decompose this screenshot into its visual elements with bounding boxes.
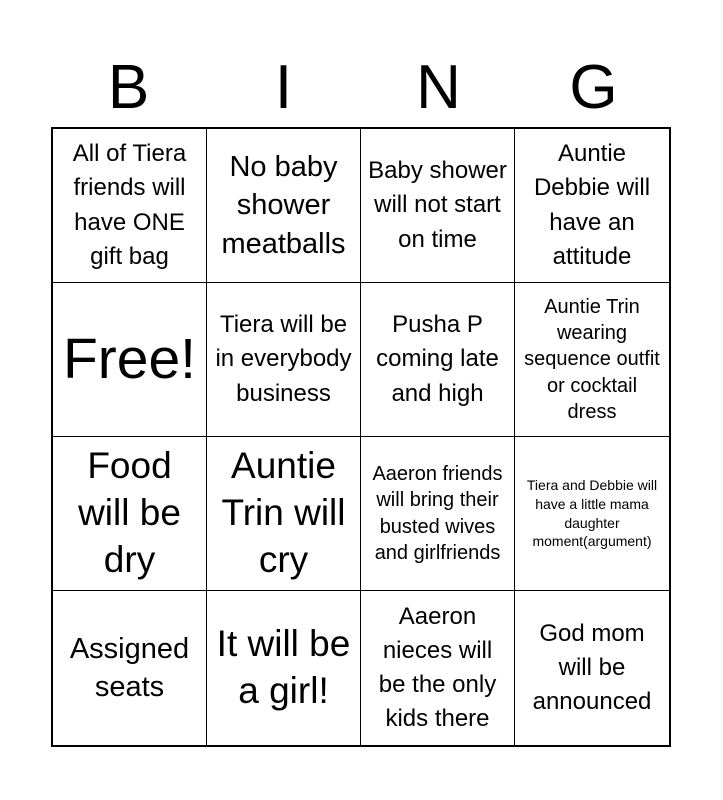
bingo-cell-r1c1[interactable] (53, 129, 207, 283)
bingo-cell-r4c2[interactable] (207, 591, 361, 745)
bingo-cell-r4c1[interactable] (53, 591, 207, 745)
header-letter-i: I (274, 53, 293, 122)
cell-text: Assigned seats (69, 632, 190, 703)
bingo-cell-r2c3[interactable] (361, 283, 515, 437)
cell-text: Tiera and Debbie will have a little mama daughter moment(argument) (526, 476, 658, 550)
bingo-cell-r1c3[interactable] (361, 129, 515, 283)
bingo-cell-r2c1-free[interactable] (53, 283, 207, 437)
bingo-cell-r2c2[interactable] (207, 283, 361, 437)
free-space-text: Free! (62, 327, 197, 392)
bingo-header (51, 48, 671, 128)
bingo-cell-r3c1[interactable] (53, 437, 207, 591)
cell-text: God mom will be announced (532, 619, 652, 716)
bingo-cell-r3c3[interactable] (361, 437, 515, 591)
bingo-cell-r3c4[interactable] (515, 437, 669, 591)
bingo-cell-r3c2[interactable] (207, 437, 361, 591)
header-letter-n: N (416, 53, 461, 122)
cell-text: Baby shower will not start on time (368, 157, 507, 253)
cell-text: Tiera will be in everybody business (215, 311, 352, 407)
cell-text: Pusha P coming late and high (376, 311, 499, 407)
bingo-cell-r4c4[interactable] (515, 591, 669, 745)
cell-text: Aaeron friends will bring their busted wives and girlfriends (372, 462, 503, 564)
bingo-cell-r4c3[interactable] (361, 591, 515, 745)
cell-text: Auntie Trin will cry (221, 445, 346, 580)
bingo-cell-r2c4[interactable] (515, 283, 669, 437)
cell-text: Auntie Trin wearing sequence outfit or cocktail dress (524, 295, 660, 424)
header-letter-g: G (569, 53, 618, 122)
bingo-board (51, 127, 671, 747)
cell-text: Food will be dry (78, 445, 181, 580)
cell-text: All of Tiera friends will have ONE gift bag (72, 140, 187, 270)
cell-text: No baby shower meatballs (221, 151, 346, 260)
cell-text: Aaeron nieces will be the only kids there (378, 602, 497, 733)
cell-text: Auntie Debbie will have an attitude (533, 140, 651, 270)
cell-text: It will be a girl! (216, 623, 351, 711)
bingo-cell-r1c2[interactable] (207, 129, 361, 283)
bingo-cell-r1c4[interactable] (515, 129, 669, 283)
header-letter-b: B (107, 53, 150, 122)
